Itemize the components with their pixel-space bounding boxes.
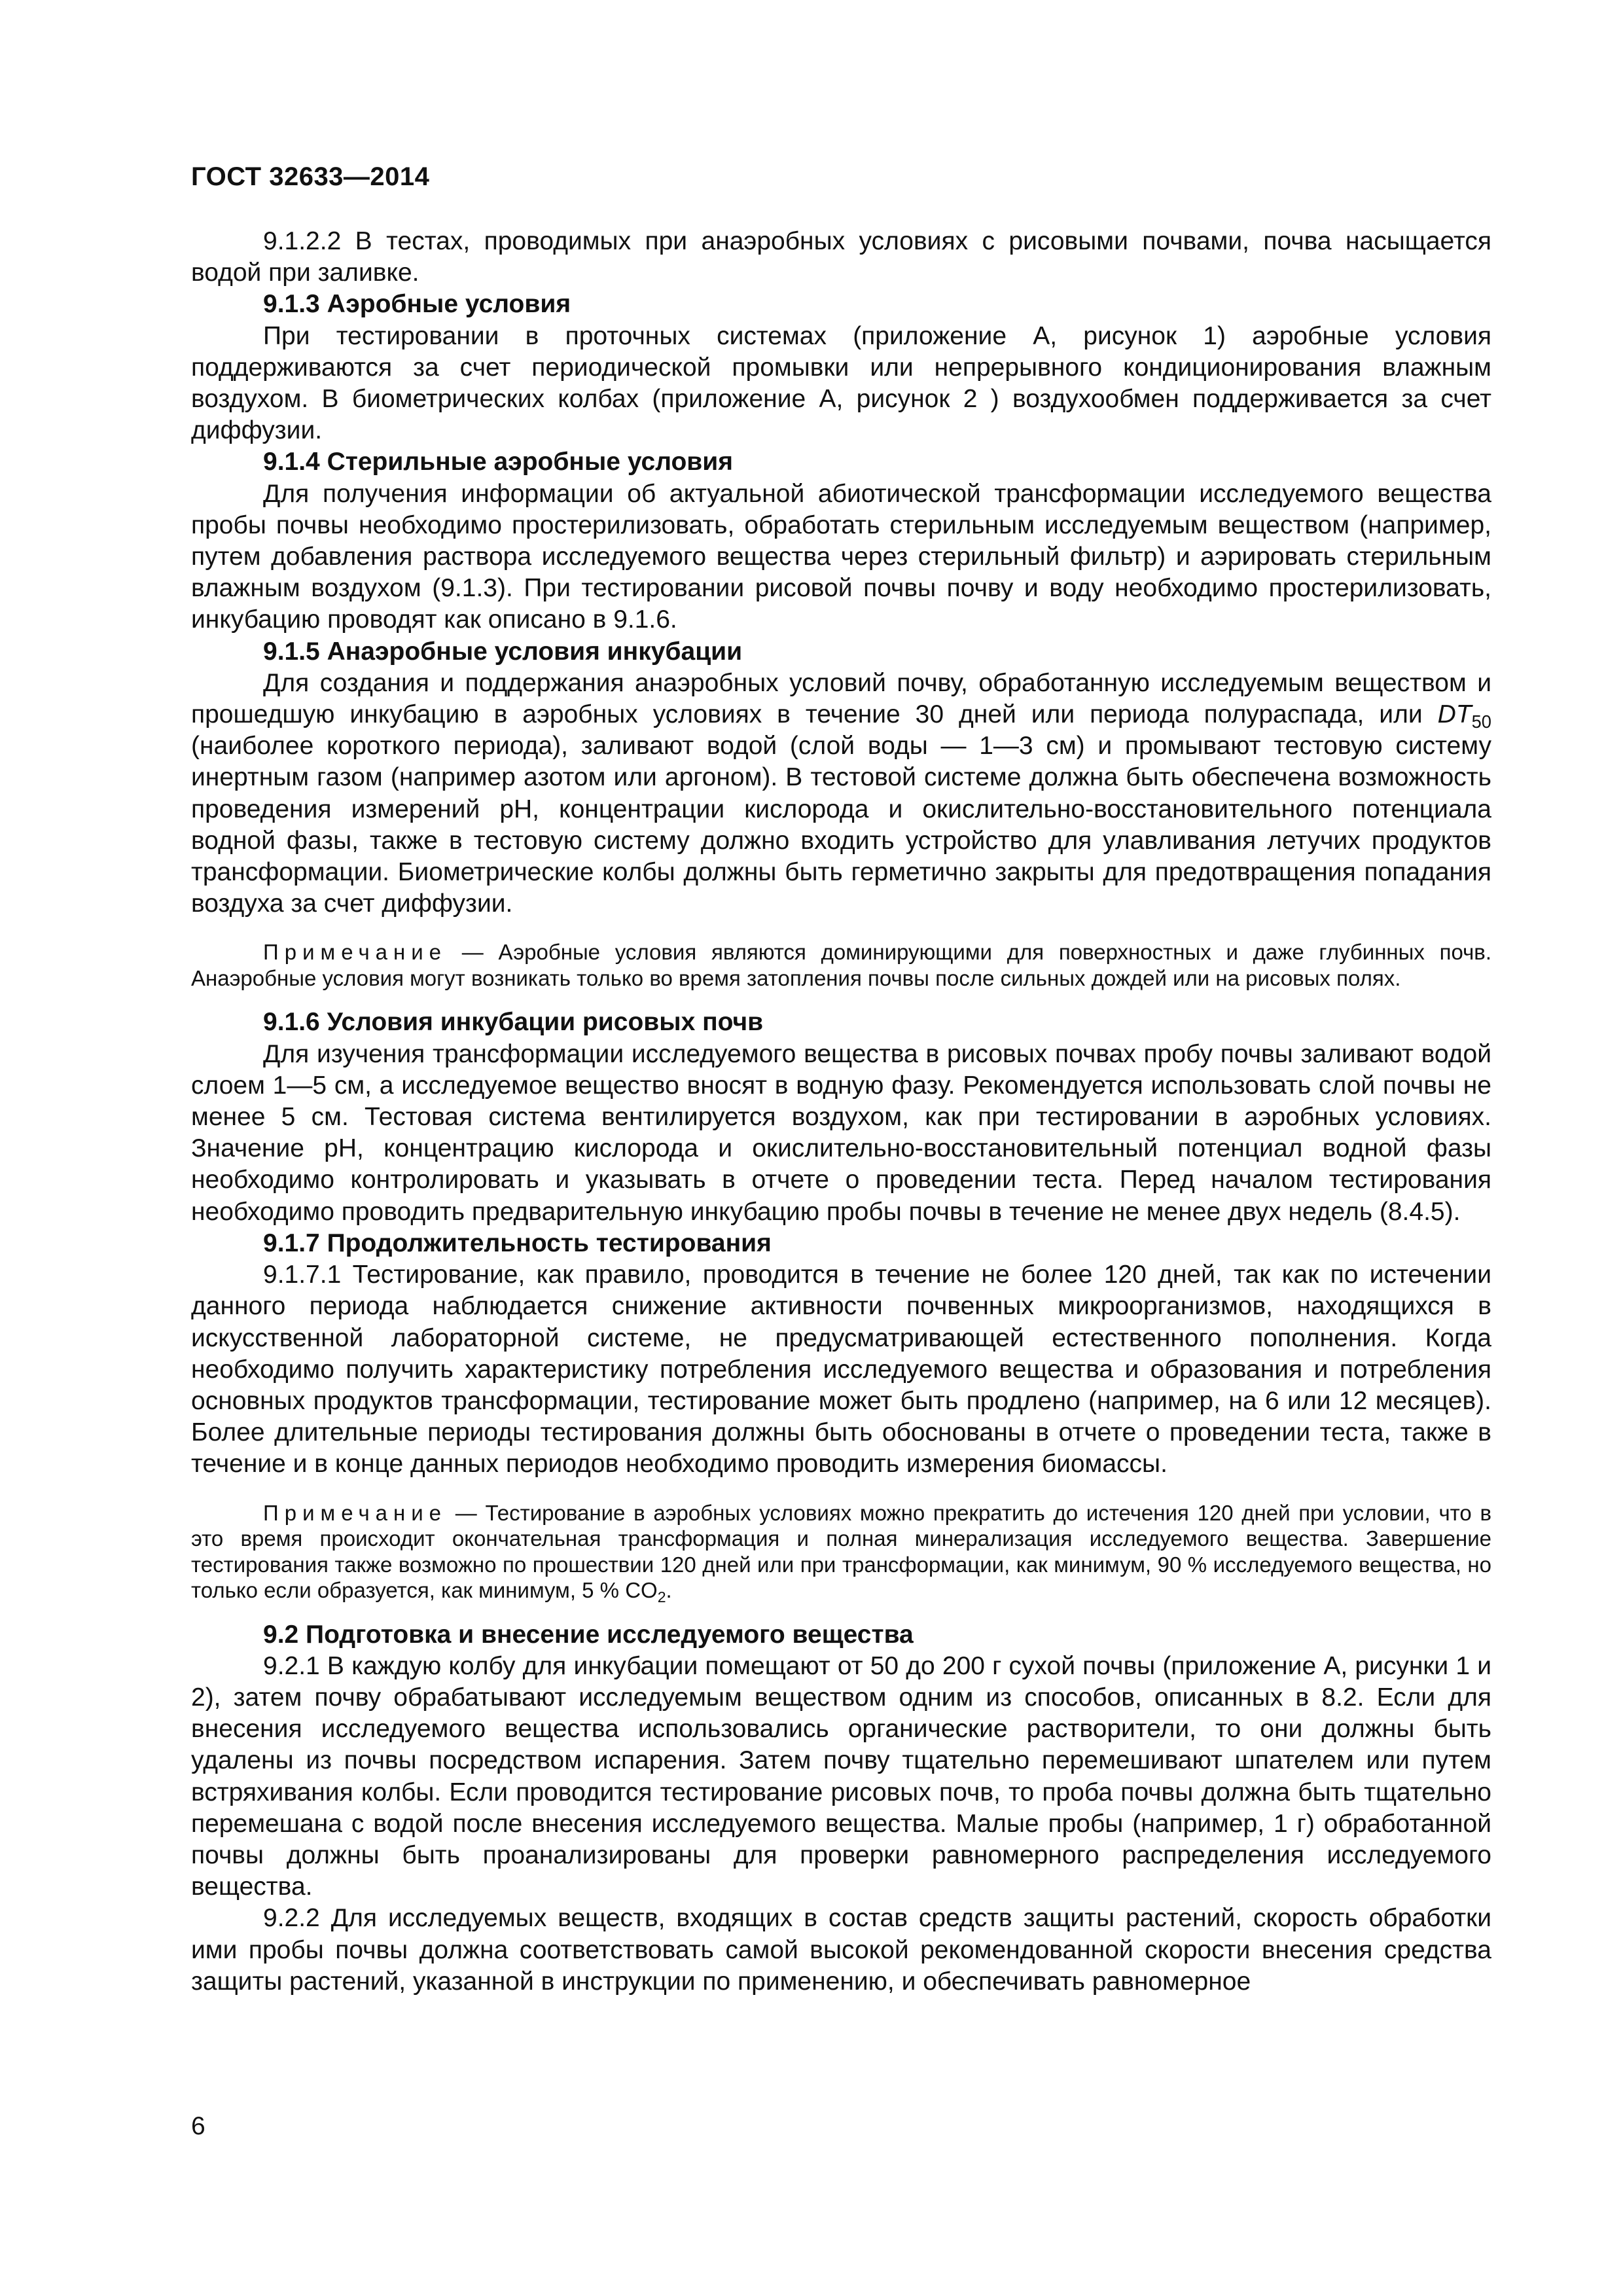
- heading-9-2: 9.2 Подготовка и внесение исследуемого вещества: [263, 1620, 914, 1649]
- paragraph-9-1-2-2: 9.1.2.2 В тестах, проводимых при анаэробных условиях с рисовыми почвами, почва насыщается водой при заливке.: [191, 227, 1491, 287]
- note-2-end: .: [666, 1578, 672, 1603]
- document-header: ГОСТ 32633—2014: [191, 162, 430, 191]
- note-2: [191, 1500, 1491, 1604]
- paragraph-9-1-5-part-b: (наиболее короткого периода), заливают водой (слой воды — 1—3 см) и промывают тестовую систему инертным газом (например азотом или аргоном). В тестовой системе должна быть обеспечена возможность проведения измерений pH, концентрации кислорода и окислительно-восстановительного потенциала водной фазы, также в тестовую систему должно входить устройство для улавливания летучих продуктов трансформации. Биометрические колбы должны быть герметично закрыты для предотвращения попадания воздуха за счет диффузии.: [191, 732, 1491, 918]
- note-1: [191, 939, 1491, 991]
- paragraph-9-1-3: При тестировании в проточных системах (приложение А, рисунок 1) аэробные условия поддерживаются за счет периодической промывки или непрерывного кондиционирования влажным воздухом. В биометрических колбах (приложение А, рисунок 2 ) воздухообмен поддерживается за счет диффузии.: [191, 321, 1491, 445]
- heading-9-1-3: 9.1.3 Аэробные условия: [263, 290, 571, 319]
- note-1-label: Примечание: [263, 940, 448, 965]
- note-2-label: Примечание: [263, 1500, 448, 1525]
- dt-symbol: DT: [1437, 700, 1472, 729]
- paragraph-9-2-2: 9.2.2 Для исследуемых веществ, входящих в состав средств защиты растений, скорость обработки ими пробы почвы должна соответствовать самой высокой рекомендованной скорости внесения средства защиты растений, указанной в инструкции по применению, и обеспечивать равномерное: [191, 1904, 1491, 1996]
- heading-9-1-4: 9.1.4 Стерильные аэробные условия: [263, 448, 734, 476]
- heading-9-1-5: 9.1.5 Анаэробные условия инкубации: [263, 637, 743, 666]
- paragraph-9-1-6: Для изучения трансформации исследуемого вещества в рисовых почвах пробу почвы заливают водой слоем 1—5 см, а исследуемое вещество вносят в водную фазу. Рекомендуется использовать слой почвы не менее 5 см. Тестовая система вентилируется воздухом, как при тестировании в аэробных условиях. Значение pH, концентрацию кислорода и окислительно-восстановительный потенциал водной фазы необходимо контролировать и указывать в отчете о проведении теста. Перед началом тестирования необходимо проводить предварительную инкубацию пробы почвы в течение не менее двух недель (8.4.5).: [191, 1039, 1491, 1226]
- document-body: [191, 226, 1491, 1998]
- paragraph-9-1-5-part-a: Для создания и поддержания анаэробных условий почву, обработанную исследуемым веществом и прошедшую инкубацию в аэробных условиях в течение 30 дней или периода полураспада, или: [191, 668, 1491, 729]
- dt-subscript: 50: [1471, 711, 1491, 732]
- co2-subscript: 2: [657, 1588, 666, 1605]
- note-1-text: — Аэробные условия являются доминирующими для поверхностных и даже глубинных почв. Анаэробные условия могут возникать только во время затопления почвы после сильных дождей или на рисовых полях.: [191, 940, 1492, 990]
- note-2-text: — Тестирование в аэробных условиях можно прекратить до истечения 120 дней при условии, что в это время происходит окончательная трансформация и полная минерализация исследуемого вещества. Завершение тестирования также возможно по прошествии 120 дней или при трансформации, как минимум, 90 % исследуемого вещества, но только если образуется, как минимум, 5 % CO: [191, 1500, 1492, 1603]
- heading-9-1-6: 9.1.6 Условия инкубации рисовых почв: [263, 1008, 764, 1037]
- paragraph-9-1-4: Для получения информации об актуальной абиотической трансформации исследуемого вещества пробы почвы необходимо простерилизовать, обработать стерильным исследуемым веществом (например, путем добавления раствора исследуемого вещества через стерильный фильтр) и аэрировать стерильным влажным воздухом (9.1.3). При тестировании рисовой почвы почву и воду необходимо простерилизовать, инкубацию проводят как описано в 9.1.6.: [191, 479, 1491, 634]
- paragraph-9-1-7-1: 9.1.7.1 Тестирование, как правило, проводится в течение не более 120 дней, так как по истечении данного периода наблюдается снижение активности почвенных микроорганизмов, находящихся в искусственной лабораторной системе, не предусматривающей естественного пополнения. Когда необходимо получить характеристику потребления исследуемого вещества и образования и потребления основных продуктов трансформации, тестирование может быть продлено (например, на 6 или 12 месяцев). Более длительные периоды тестирования должны быть обоснованы в отчете о проведении теста, также в течение и в конце данных периодов необходимо проводить измерения биомассы.: [191, 1261, 1491, 1479]
- page-number: 6: [191, 2112, 205, 2140]
- heading-9-1-7: 9.1.7 Продолжительность тестирования: [263, 1229, 772, 1257]
- paragraph-9-2-1: 9.2.1 В каждую колбу для инкубации помещают от 50 до 200 г сухой почвы (приложение А, рисунки 1 и 2), затем почву обрабатывают исследуемым веществом одним из способов, описанных в 8.2. Если для внесения исследуемого вещества использовались органические растворители, то они должны быть удалены из почвы посредством испарения. Затем почву тщательно перемешивают шпателем или путем встряхивания колбы. Если проводится тестирование рисовых почв, то проба почвы должна быть тщательно перемешана с водой после внесения исследуемого вещества. Малые пробы (например, 1 г) обработанной почвы должны быть проанализированы для проверки равномерного распределения исследуемого вещества.: [191, 1651, 1491, 1901]
- paragraph-9-1-5: [191, 668, 1491, 920]
